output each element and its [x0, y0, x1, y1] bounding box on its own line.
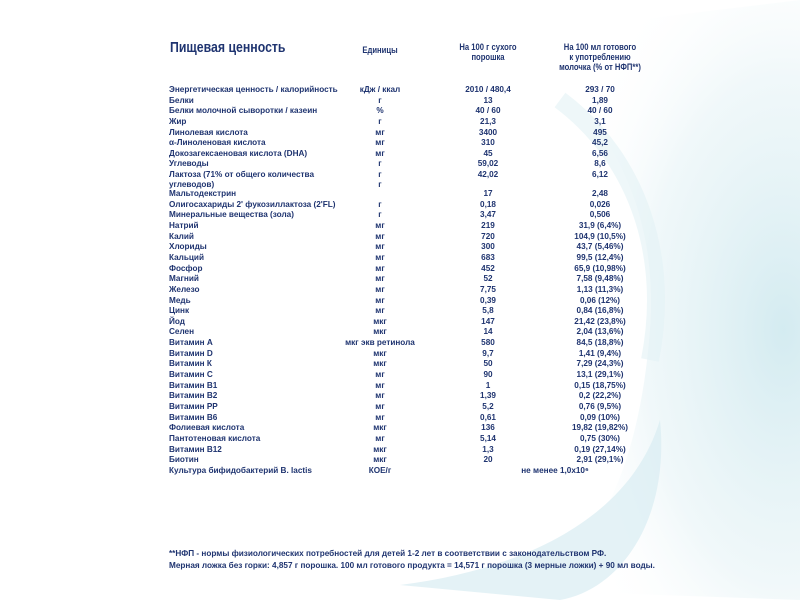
nutrient-value-ready: 104,9 (10,5%)	[574, 231, 626, 241]
table-row	[160, 296, 650, 307]
column-header-per-dry-line: порошка	[471, 52, 505, 62]
nutrient-value-dry: 219	[481, 221, 495, 231]
nutrient-unit: мг	[375, 306, 385, 316]
nutrient-value-dry: 1,39	[480, 391, 496, 401]
nutrient-unit: мкг	[373, 327, 387, 337]
table-row	[160, 106, 650, 117]
table-row	[160, 317, 650, 328]
nutrient-name: Белки	[169, 95, 194, 105]
nutrient-value-dry: 1,3	[482, 444, 494, 454]
nutrient-unit: мг	[375, 412, 385, 422]
nutrient-unit: г	[378, 210, 382, 220]
nutrient-value-dry: 14	[483, 327, 493, 337]
nutrient-value-ready: 0,09 (10%)	[579, 412, 621, 422]
nutrient-name: Минеральные вещества (зола)	[169, 210, 294, 220]
nutrient-value-dry: 13	[483, 95, 493, 105]
nutrient-unit: г	[378, 95, 382, 105]
nutrient-value-dry: 1	[485, 380, 491, 390]
nutrient-name: Жир	[169, 116, 187, 126]
nutrient-unit: кДж / ккал	[359, 85, 401, 94]
table-row	[160, 200, 650, 211]
nutrient-name: Цинк	[169, 306, 190, 316]
nutrient-value-ready: 1,13 (11,3%)	[576, 284, 624, 294]
nutrient-name: Йод	[169, 316, 185, 326]
table-row	[160, 423, 650, 434]
nutrient-name: Витамин РР	[169, 401, 218, 411]
table-row	[160, 210, 650, 221]
nutrient-value-dry: 42,02	[477, 170, 499, 180]
table-row	[160, 221, 650, 232]
nutrient-name: Белки молочной сыворотки / казеин	[169, 106, 318, 116]
nutrient-unit: г	[378, 199, 382, 209]
nutrient-name: Железо	[169, 284, 200, 294]
nutrient-value-dry: 580	[481, 338, 495, 348]
nutrient-value-ready: 6,12	[592, 170, 608, 180]
nutrient-value-dry: 9,7	[482, 348, 494, 358]
nutrient-value-ready: 0,15 (18,75%)	[574, 380, 626, 390]
nutrient-value-ready: 8,6	[594, 159, 606, 169]
nutrient-value-ready: 3,1	[594, 116, 606, 126]
table-row	[160, 413, 650, 424]
table-row	[160, 466, 650, 477]
nutrient-unit: мг	[375, 263, 385, 273]
nutrient-unit: мг	[375, 433, 385, 443]
nutrient-value-ready: 495	[593, 127, 607, 137]
nutrient-value-dry: 683	[481, 252, 495, 262]
nutrient-value-dry: 17	[483, 189, 493, 199]
nutrient-value-ready: 2,48	[592, 189, 608, 199]
nutrient-unit-secondary: г	[378, 179, 382, 189]
table-row	[160, 253, 650, 264]
nutrient-value-dry: 40 / 60	[475, 106, 501, 116]
nutrient-value-ready: 0,19 (27,14%)	[574, 444, 626, 454]
nutrient-value-ready: 0,026	[589, 199, 611, 209]
footnote: **НФП - нормы физиологических потребностей для детей 1-2 лет в соответствии с законодательством РФ.	[169, 549, 607, 558]
table-row	[160, 349, 650, 360]
nutrient-value-ready: 19,82 (19,82%)	[572, 423, 628, 433]
nutrient-name: Натрий	[169, 221, 199, 231]
nutrient-value-dry: 0,18	[480, 199, 496, 209]
table-row	[160, 242, 650, 253]
nutrient-unit: мг	[375, 148, 385, 158]
nutrient-value-ready: 7,29 (24,3%)	[576, 359, 624, 369]
nutrient-unit: мг	[375, 242, 385, 252]
nutrient-name: Линолевая кислота	[169, 127, 248, 137]
nutrient-value-dry: 136	[481, 423, 495, 433]
footnote: Мерная ложка без горки: 4,857 г порошка. 100 мл готового продукта = 14,571 г порошка (3 мерные ложки) + 90 мл воды.	[169, 561, 655, 570]
table-row	[160, 96, 650, 107]
table-row	[160, 338, 650, 349]
footnotes	[169, 548, 655, 572]
nutrient-value-dry: 5,2	[482, 401, 494, 411]
table-row	[160, 159, 650, 170]
nutrient-unit: мг	[375, 370, 385, 380]
nutrient-value-ready: 0,506	[589, 210, 611, 220]
nutrient-unit: мкг	[373, 359, 387, 369]
nutrient-value-ready: 293 / 70	[585, 85, 615, 94]
table-row	[160, 189, 650, 200]
nutrient-unit: мкг экв ретинола	[345, 338, 415, 348]
nutrient-unit: мкг	[373, 348, 387, 358]
nutrient-name: Калий	[169, 231, 194, 241]
nutrient-name: Магний	[169, 274, 199, 284]
nutrient-name: Витамин К	[169, 359, 212, 369]
nutrient-value-dry: 21,3	[480, 116, 496, 126]
nutrient-unit: г	[378, 170, 382, 180]
table-body	[160, 85, 650, 476]
nutrient-name: Докозагексаеновая кислота (DHA)	[169, 148, 308, 158]
table-row	[160, 138, 650, 149]
nutrient-unit: мг	[375, 127, 385, 137]
nutrient-value-ready: 0,06 (12%)	[579, 295, 621, 305]
nutrient-unit: г	[378, 159, 382, 169]
nutrient-value-ready: 65,9 (10,98%)	[574, 263, 626, 273]
table-row	[160, 455, 650, 466]
nutrient-unit: %	[376, 106, 384, 116]
nutrient-name: Мальтодекстрин	[169, 189, 237, 199]
nutrient-value-ready: 40 / 60	[587, 106, 613, 116]
table-row	[160, 170, 650, 189]
nutrient-value-dry: 2010 / 480,4	[465, 85, 511, 94]
table-row	[160, 285, 650, 296]
nutrient-value-ready: 2,04 (13,6%)	[576, 327, 624, 337]
nutrient-value-dry: 5,14	[480, 433, 496, 443]
nutrient-value-combined: не менее 1,0x10⁶	[521, 465, 589, 475]
nutrient-name: Пантотеновая кислота	[169, 433, 261, 443]
nutrient-value-dry: 720	[481, 231, 495, 241]
nutrient-value-ready: 43,7 (5,46%)	[576, 242, 624, 252]
nutrient-value-ready: 31,9 (6,4%)	[578, 221, 622, 231]
nutrient-name: Витамин В12	[169, 444, 222, 454]
nutrient-name: Фосфор	[169, 263, 203, 273]
nutrient-unit: мкг	[373, 423, 387, 433]
table-row	[160, 149, 650, 160]
nutrient-value-dry: 3400	[478, 127, 498, 137]
nutrient-value-dry: 45	[483, 148, 493, 158]
nutrient-name: Витамин В1	[169, 380, 218, 390]
table-row	[160, 381, 650, 392]
nutrient-value-dry: 147	[481, 316, 495, 326]
table-row	[160, 85, 650, 96]
nutrient-name: Хлориды	[169, 242, 207, 252]
nutrient-name: Витамин В2	[169, 391, 218, 401]
nutrient-value-ready: 0,75 (30%)	[579, 433, 621, 443]
table-row	[160, 232, 650, 243]
column-header-per-ready-line: к употреблению	[569, 52, 631, 62]
nutrient-value-dry: 452	[481, 263, 495, 273]
nutrient-value-dry: 20	[483, 455, 493, 465]
nutrient-value-dry: 52	[483, 274, 493, 284]
nutrient-unit: мг	[375, 284, 385, 294]
nutrient-value-ready: 0,84 (16,8%)	[576, 306, 624, 316]
nutrient-unit: мкг	[373, 444, 387, 454]
nutrient-unit: КОЕ/г	[368, 465, 392, 475]
nutrient-unit: мг	[375, 380, 385, 390]
nutrient-unit: мг	[375, 231, 385, 241]
table-row	[160, 402, 650, 413]
nutrient-name: Биотин	[169, 455, 199, 465]
nutrient-value-dry: 3,47	[480, 210, 496, 220]
column-header-per-ready	[553, 42, 647, 72]
column-header-per-ready-line: На 100 мл готового	[563, 42, 637, 52]
column-header-units: Единицы	[362, 45, 398, 55]
table-row	[160, 117, 650, 128]
table-row	[160, 306, 650, 317]
nutrient-name: Витамин С	[169, 370, 213, 380]
nutrient-unit: мг	[375, 252, 385, 262]
nutrient-value-ready: 84,5 (18,8%)	[576, 338, 624, 348]
nutrient-name: Витамин В6	[169, 412, 218, 422]
nutrient-value-dry: 310	[481, 138, 495, 148]
nutrient-value-ready: 99,5 (12,4%)	[576, 252, 624, 262]
nutrient-name: Олигосахариды 2' фукозиллактоза (2'FL)	[169, 199, 336, 209]
table-row	[160, 359, 650, 370]
nutrient-value-dry: 59,02	[477, 159, 499, 169]
nutrient-unit: мг	[375, 221, 385, 231]
table-row	[160, 128, 650, 139]
nutrient-value-dry: 7,75	[480, 284, 496, 294]
column-header-per-ready-line: молочка (% от НФП**)	[559, 62, 641, 72]
nutrient-unit: мг	[375, 391, 385, 401]
nutrient-value-ready: 0,2 (22,2%)	[578, 391, 622, 401]
nutrient-value-ready: 1,89	[592, 95, 608, 105]
nutrient-name: Витамин А	[169, 338, 213, 348]
nutrient-name: Фолиевая кислота	[169, 423, 245, 433]
nutrient-value-ready: 45,2	[592, 138, 608, 148]
nutrient-name: Лактоза (71% от общего количества углеводов)	[169, 170, 315, 189]
nutrient-unit: мг	[375, 274, 385, 284]
nutrient-value-ready: 13,1 (29,1%)	[576, 370, 624, 380]
nutrient-name: α-Линоленовая кислота	[169, 138, 266, 148]
nutrient-name: Медь	[169, 295, 191, 305]
table-row	[160, 274, 650, 285]
nutrient-value-ready: 6,56	[592, 148, 608, 158]
nutrient-unit: мкг	[373, 455, 387, 465]
nutrient-name: Энергетическая ценность / калорийность	[169, 85, 338, 94]
nutrient-value-dry: 90	[483, 370, 493, 380]
nutrient-value-dry: 5,8	[482, 306, 494, 316]
table-row	[160, 445, 650, 456]
table-row	[160, 434, 650, 445]
nutrient-unit: мкг	[373, 316, 387, 326]
nutrient-unit: мг	[375, 401, 385, 411]
table-row	[160, 391, 650, 402]
column-header-per-dry-line: На 100 г сухого	[459, 42, 517, 52]
nutrient-name: Углеводы	[169, 159, 209, 169]
nutrient-value-ready: 7,58 (9,48%)	[576, 274, 624, 284]
nutrient-value-ready: 1,41 (9,4%)	[578, 348, 622, 358]
nutrition-table	[160, 35, 655, 580]
nutrient-name: Селен	[169, 327, 195, 337]
nutrient-value-ready: 21,42 (23,8%)	[574, 316, 626, 326]
nutrient-unit: мг	[375, 138, 385, 148]
table-row	[160, 370, 650, 381]
nutrient-unit: г	[378, 116, 382, 126]
nutrient-name: Кальций	[169, 252, 204, 262]
nutrient-value-dry: 0,39	[480, 295, 496, 305]
table-row	[160, 327, 650, 338]
page-title: Пищевая ценность	[170, 39, 286, 56]
nutrient-value-dry: 0,61	[480, 412, 496, 422]
nutrient-unit: мг	[375, 295, 385, 305]
nutrient-value-ready: 2,91 (29,1%)	[576, 455, 624, 465]
table-row	[160, 264, 650, 275]
column-header-per-dry	[446, 42, 531, 62]
nutrient-value-ready: 0,76 (9,5%)	[578, 401, 622, 411]
nutrient-name: Культура бифидобактерий B. lactis	[169, 465, 312, 475]
nutrient-name: Витамин D	[169, 348, 213, 358]
nutrient-value-dry: 50	[483, 359, 493, 369]
nutrient-value-dry: 300	[481, 242, 495, 252]
